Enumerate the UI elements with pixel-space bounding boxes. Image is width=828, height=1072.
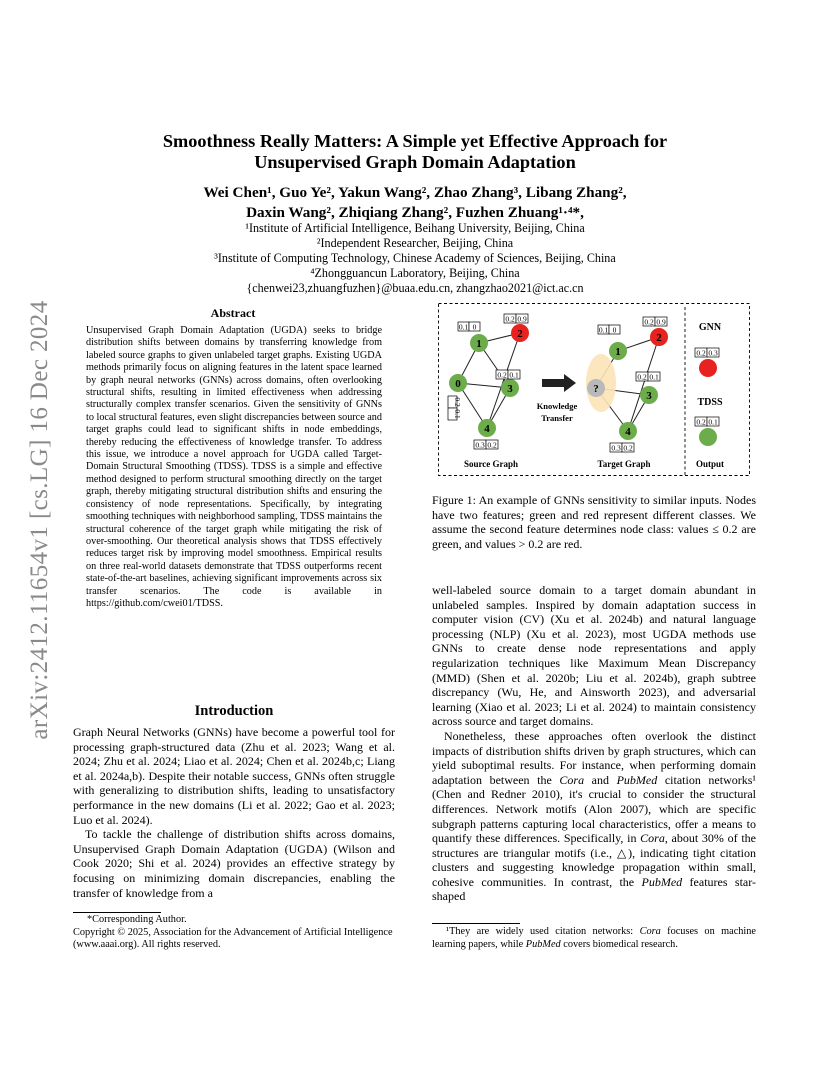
paper-title [120,131,710,173]
target-node-3-feature-b: 0.1 [649,372,659,382]
source-node-4 [478,419,496,437]
source-node-0-feature-b: 0.1 [453,409,462,419]
arxiv-sidebar-id [20,285,60,755]
target-node-4 [619,422,637,440]
title-line-2: Unsupervised Graph Domain Adaptation [254,152,576,172]
affiliations [120,221,710,296]
left-footnotes [73,914,395,952]
source-node-2 [511,324,529,342]
figure-1 [438,303,750,481]
arrow-label-knowledge: Knowledge [536,401,578,411]
title-line-1: Smoothness Really Matters: A Simple yet Effective Approach for [162,131,668,151]
target-node-2-feature-b: 0.9 [656,317,666,327]
source-node-3-feature-b: 0.1 [509,370,519,380]
knowledge-transfer-arrow [542,374,576,392]
right-column-body [432,583,756,904]
source-node-1-feature-a: 0.1 [458,322,469,332]
author-list [120,183,710,223]
citation-networks-footnote: ¹They are widely used citation networks: Cora focuses on machine learning papers, while PubMed covers biomedical research. [432,926,757,950]
left-footnote-rule [73,912,161,913]
svg-text:1: 1 [476,338,482,350]
gnn-output-node-red [699,359,717,377]
right-paragraph-2: Nonetheless, these approaches often overlook the distinct impacts of distribution shifts driven by graph structures, which can yield suboptimal results. For instance, when performing domain adaptation between the Cora and PubMed citation networks¹ (Chen and Redner 2010), it's crucial to consider the structural differences. Network motifs (Alon 2007), which are specific subgraph patterns capturing local characteristics, offer a means to quantify these differences. Specifically, in Cora, about 30% of the structures are triangular motifs (i.e., △), indicating tight citation clusters and suggesting knowledge propagation within small, cohesive communities. In contrast, the PubMed features star-shaped [432,728,757,904]
target-node-1 [609,342,627,360]
target-node-2-feature-a: 0.2 [644,317,654,327]
source-node-2-feature-b: 0.9 [517,314,527,324]
author-emails: {chenwei23,zhuangfuzhen}@buaa.edu.cn, zhangzhao2021@ict.ac.cn [246,281,584,295]
svg-text:3: 3 [646,390,652,402]
svg-text:0.2: 0.2 [696,348,706,358]
tdss-output-features [695,417,719,427]
target-node-4-feature-b: 0.2 [623,443,633,453]
target-node-1-feature-a: 0.1 [598,325,609,335]
svg-text:?: ? [593,383,599,395]
source-node-1-feature-b: 0 [472,322,477,332]
abstract-heading: Abstract [210,306,256,320]
svg-text:3: 3 [507,383,513,395]
figure-1-caption: Figure 1: An example of GNNs sensitivity to similar inputs. Nodes have two features; green and red represent different classes. We assume the second feature determines node class: values ≤ 0.2 are green, and values > 0.2 are red. [432,493,756,551]
source-node-4-feature-a: 0.3 [475,440,485,450]
affiliation-1: ¹Institute of Artificial Intelligence, Beihang University, Beijing, China [245,221,585,235]
tdss-label: TDSS [697,397,723,408]
intro-paragraph-1: Graph Neural Networks (GNNs) have become a powerful tool for processing graph-structured data (Zhu et al. 2023; Wang et al. 2024; Zhu et al. 2024; Liao et al. 2024; Chen et al. 2024b,c; Liang et al. 2024a,b). Despite their notable success, GNNs often struggle with generalizing to distribution shifts, leading to unsatisfactory performance in the new domains (Li et al. 2022; Gao et al. 2023; Luo et al. 2024). [73,725,395,827]
source-graph-label: Source Graph [463,459,519,469]
target-node-unknown [587,379,605,397]
authors-line-2: Daxin Wang², Zhiqiang Zhang², Fuzhen Zhuang¹·⁴*, [246,204,584,221]
gnn-label: GNN [698,322,722,333]
target-node-4-feature-a: 0.3 [611,443,621,453]
svg-text:0: 0 [455,378,461,390]
arrow-label-transfer: Transfer [541,413,573,423]
corresponding-author-note: *Corresponding Author. [87,914,187,925]
arxiv-id-text: arXiv:2412.11654v1 [cs.LG] 16 Dec 2024 [26,300,53,740]
authors-line-1: Wei Chen¹, Guo Ye², Yakun Wang², Zhao Zhang³, Libang Zhang², [203,184,627,201]
affiliation-3: ³Institute of Computing Technology, Chinese Academy of Sciences, Beijing, China [214,251,616,265]
target-node-3-feature-a: 0.2 [637,372,647,382]
introduction-body [73,725,395,900]
svg-text:0.1: 0.1 [708,417,718,427]
svg-text:4: 4 [625,426,631,438]
copyright-note: Copyright © 2025, Association for the Advancement of Artificial Intelligence (www.aaai.org). All rights reserved. [73,926,393,951]
source-node-0-feature-a: 0.2 [453,397,462,407]
target-node-2 [650,328,668,346]
svg-text:0.3: 0.3 [708,348,718,358]
introduction-heading: Introduction [194,703,274,719]
source-node-3 [501,379,519,397]
target-node-3 [640,386,658,404]
svg-text:4: 4 [484,423,490,435]
right-footnote-rule [432,923,520,924]
source-node-1 [470,334,488,352]
source-node-2-feature-a: 0.2 [505,314,515,324]
target-graph-label: Target Graph [597,459,651,469]
affiliation-4: ⁴Zhongguancun Laboratory, Beijing, China [310,266,520,280]
target-node-1-feature-b: 0 [612,325,617,335]
tdss-output-node-green [699,428,717,446]
abstract-body: Unsupervised Graph Domain Adaptation (UGDA) seeks to bridge distribution shifts between domains by transferring knowledge from labeled source graphs to given unlabeled target graphs. Existing UGDA methods primarily focus on aligning features in the latent space learned by graph neural networks (GNNs) across domains, often overlooking structural shifts, resulting in limited effectiveness when addressing structurally complex transfer scenarios. Given the sensitivity of GNNs to local structural features, even slight discrepancies between source and target graphs could lead to significant shifts in node embeddings, thereby reducing the effectiveness of knowledge transfer. To address this issue, we introduce a novel approach for UGDA called Target-Domain Structural Smoothing (TDSS). TDSS is a simple and effective method designed to perform structural smoothing directly on the target graph, thereby mitigating structural distribution shifts and ensuring the consistency of node representations. Specifically, by integrating smoothing techniques with neighborhood sampling, TDSS maintains the structural coherence of the target graph while mitigating the risk of over-smoothing. Our theoretical analysis shows that TDSS effectively reduces target risk by improving model smoothness. Empirical results on three real-world datasets demonstrate that TDSS outperforms recent state-of-the-art baselines, achieving significant improvements across six transfer scenarios. The code is available in https://github.com/cwei01/TDSS. [86,325,382,609]
intro-paragraph-2: To tackle the challenge of distribution shifts across domains, Unsupervised Graph Domain Adaptation (UGDA) (Wilson and Cook 2020; Shi et al. 2024) provides an effective strategy by focusing on minimizing domain discrepancies, enabling the transfer of knowledge from a [73,827,395,900]
source-node-4-feature-b: 0.2 [487,440,497,450]
source-node-0 [449,374,467,392]
gnn-output-features [695,348,719,358]
svg-text:2: 2 [517,328,523,340]
output-label: Output [695,459,725,469]
source-node-3-feature-a: 0.2 [497,370,507,380]
svg-text:1: 1 [615,346,621,358]
affiliation-2: ²Independent Researcher, Beijing, China [316,236,514,250]
svg-text:0.2: 0.2 [696,417,706,427]
right-paragraph-1: well-labeled source domain to a target domain abundant in unlabeled samples. Inspired by domain adaptation success in computer vision (CV) (Xu et al. 2024b) and natural language processing (NLP) (Xu et al. 2023), most UGDA methods use GNNs to create dense node representations and apply regularization techniques like Maximum Mean Discrepancy (MMD) (Shen et al. 2020b; Liu et al. 2024b), graph subtree discrepancy (Wu, He, and Ainsworth 2023), and adversarial learning (Xiao et al. 2023; Li et al. 2024) to maintain consistency across source and target domains. [432,583,756,729]
svg-text:2: 2 [656,332,662,344]
